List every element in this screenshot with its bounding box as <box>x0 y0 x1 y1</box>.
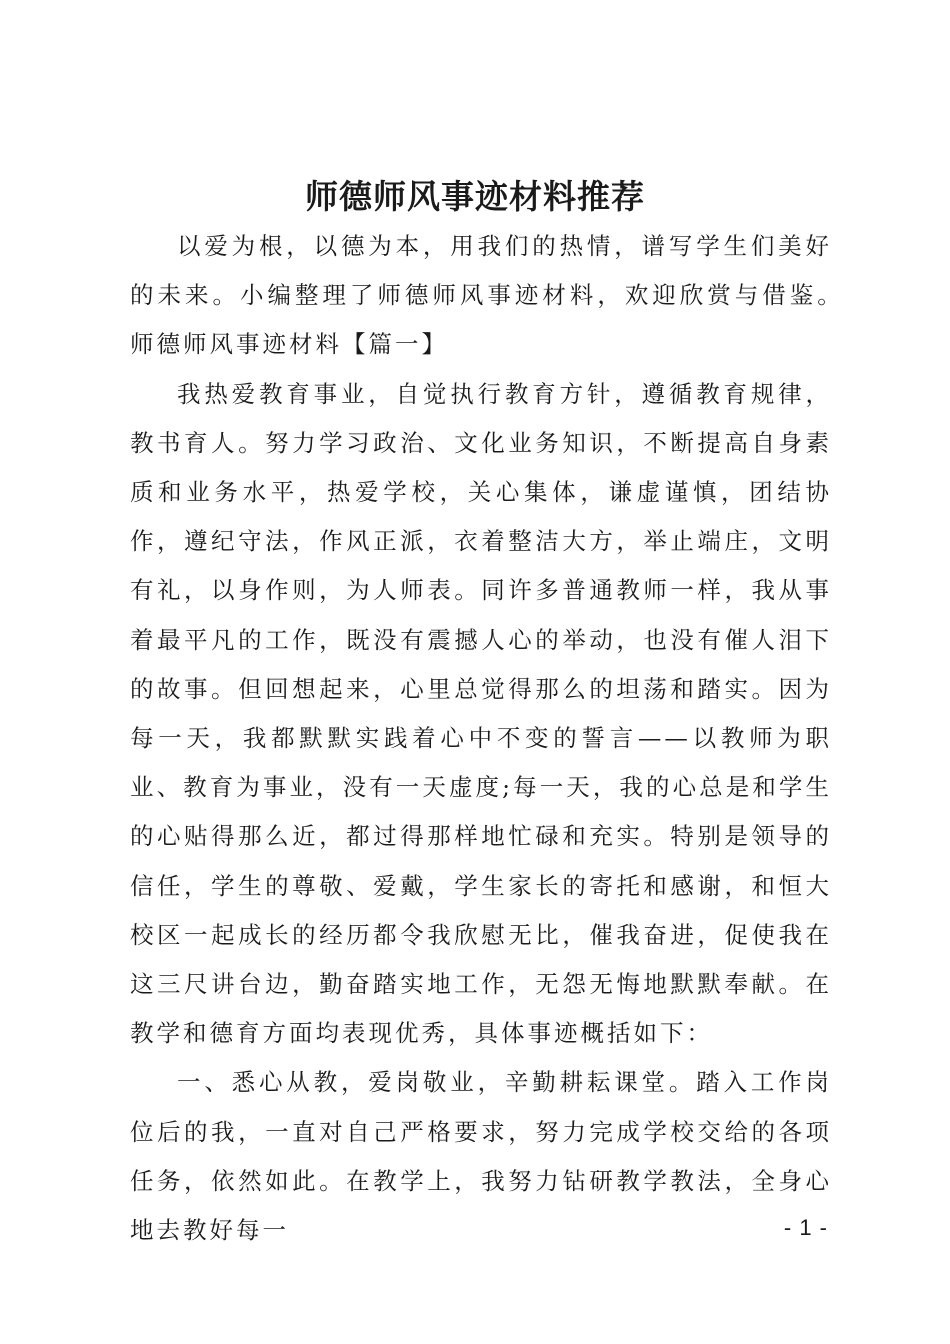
paragraph-section-one: 一、悉心从教，爱岗敬业，辛勤耕耘课堂。踏入工作岗位后的我，一直对自己严格要求，努力完成学校交给的各项任务，依然如此。在教学上，我努力钻研教学教法，全身心地去教好每一 <box>130 1068 832 1245</box>
document-body <box>130 222 885 1255</box>
document-title: 师德师风事迹材料推荐 <box>305 177 645 216</box>
page-number: - 1 - <box>783 1215 828 1240</box>
paragraph-intro: 以爱为根，以德为本，用我们的热情，谱写学生们美好的未来。小编整理了师德师风事迹材料，欢迎欣赏与借鉴。 师德师风事迹材料【篇一】 <box>130 232 885 359</box>
paragraph-main: 我热爱教育事业，自觉执行教育方针，遵循教育规律，教书育人。努力学习政治、文化业务知识，不断提高自身素质和业务水平，热爱学校，关心集体，谦虚谨慎，团结协作，遵纪守法，作风正派，衣着整洁大方，举止端庄，文明有礼，以身作则，为人师表。同许多普通教师一样，我从事着最平凡的工作，既没有震撼人心的举动，也没有催人泪下的故事。但回想起来，心里总觉得那么的坦荡和踏实。因为每一天，我都默默实践着心中不变的誓言——以教师为职业、教育为事业，没有一天虚度;每一天，我的心总是和学生的心贴得那么近，都过得那样地忙碌和充实。特别是领导的信任，学生的尊敬、爱戴，学生家长的寄托和感谢，和恒大校区一起成长的经历都令我欣慰无比，催我奋进，促使我在这三尺讲台边，勤奋踏实地工作，无怨无悔地默默奉献。在教学和德育方面均表现优秀，具体事迹概括如下： <box>130 379 832 1048</box>
